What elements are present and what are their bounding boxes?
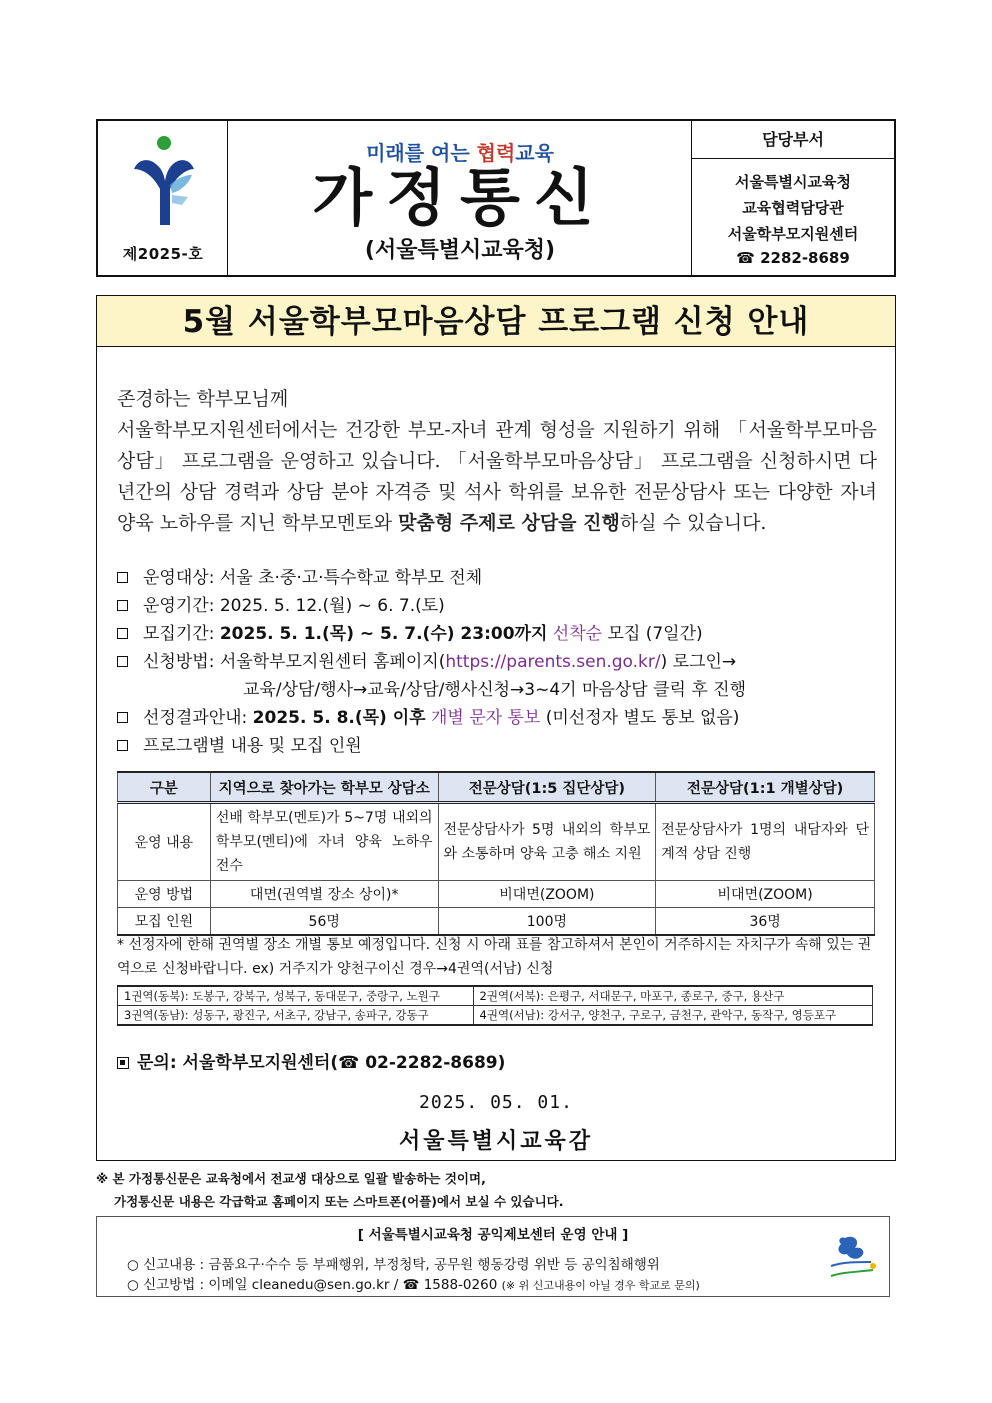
footnote: 가정통신문 내용은 각급학교 홈페이지 또는 스마트폰(어플)에서 보실 수 있습니다. <box>114 1194 564 1209</box>
table-cell: 전문상담사가 5명 내외의 학부모와 소통하며 양육 고충 해소 지원 <box>438 803 656 881</box>
table-cell: 모집 인원 <box>118 908 211 936</box>
table-row <box>118 1006 873 1026</box>
table-header: 전문상담(1:1 개별상담) <box>656 772 875 803</box>
table-row <box>118 986 873 1006</box>
checkbox-square-icon <box>117 712 128 723</box>
bullet-bold: 2025. 5. 8.(목) 이후 <box>252 708 426 728</box>
region-table <box>117 985 873 1026</box>
apply-url-link[interactable]: https://parents.sen.go.kr/ <box>445 652 661 672</box>
department-line: 서울학부모지원센터 <box>727 225 859 243</box>
footnote: ※ 본 가정통신문은 교육청에서 전교생 대상으로 일괄 발송하는 것이며, <box>96 1171 486 1186</box>
info-box-title: [ 서울특별시교육청 공익제보센터 운영 안내 ] <box>357 1227 629 1243</box>
bullet-text: 모집 (7일간) <box>602 624 703 644</box>
seoul-education-logo-icon <box>132 135 196 229</box>
table-cell: 전문상담사가 1명의 내담자와 단계적 상담 진행 <box>656 803 875 881</box>
table-cell: 100명 <box>438 908 656 936</box>
region-cell: 1권역(동북): 도봉구, 강북구, 성북구, 동대문구, 중랑구, 노원구 <box>118 986 474 1006</box>
bullet-colored: 개별 문자 통보 <box>425 708 541 728</box>
main-content-box <box>96 295 896 1161</box>
checkbox-square-icon <box>117 600 128 611</box>
region-cell: 2권역(서북): 은평구, 서대문구, 마포구, 종로구, 중구, 용산구 <box>473 986 872 1006</box>
bullet-target <box>117 564 887 592</box>
bullet-recruit <box>117 620 887 648</box>
department-header: 담당부서 <box>692 121 894 159</box>
table-header: 지역으로 찾아가는 학부모 상담소 <box>210 772 438 803</box>
greeting: 존경하는 학부모님께 <box>117 388 289 410</box>
checkbox-square-icon <box>117 656 128 667</box>
bullet-program <box>117 732 887 760</box>
bullet-text: 신청방법: 서울학부모지원센터 홈페이지( <box>143 652 446 672</box>
department-cell <box>692 121 894 275</box>
table-cell: 선배 학부모(멘토)가 5~7명 내외의 학부모(멘티)에 자녀 양육 노하우 전수 <box>210 803 438 881</box>
filled-square-icon <box>117 1057 129 1069</box>
table-cell: 비대면(ZOOM) <box>438 881 656 908</box>
inquiry-line <box>117 1048 505 1073</box>
bullet-text: ) 로그인→ <box>660 652 737 672</box>
title-cell <box>228 121 692 275</box>
inquiry-text: 문의: 서울학부모지원센터(☎ 02-2282-8689) <box>137 1053 506 1073</box>
table-row <box>118 881 875 908</box>
bullet-result <box>117 704 887 732</box>
table-header: 구분 <box>118 772 211 803</box>
table-cell: 운영 방법 <box>118 881 211 908</box>
region-cell: 3권역(동남): 성동구, 광진구, 서초구, 강남구, 송파구, 강동구 <box>118 1006 474 1026</box>
table-row <box>118 908 875 936</box>
department-line: 교육협력담당관 <box>742 199 844 217</box>
checkbox-square-icon <box>117 572 128 583</box>
intro-paragraph <box>117 415 877 539</box>
report-method-line <box>127 1273 700 1293</box>
department-phone: ☎ 2282-8689 <box>736 249 850 267</box>
checkbox-square-icon <box>117 740 128 751</box>
table-cell: 대면(권역별 장소 상이)* <box>210 881 438 908</box>
clean-education-logo-icon <box>825 1232 881 1288</box>
slogan-part2: 교육 <box>515 141 554 165</box>
newsletter-title: 가정통신 <box>312 161 608 234</box>
table-cell: 56명 <box>210 908 438 936</box>
slogan-highlight: 협력 <box>476 141 516 165</box>
slogan-part1: 미래를 여는 <box>366 141 477 165</box>
issue-date: 2025. 05. 01. <box>419 1092 573 1113</box>
newsletter-subtitle: (서울특별시교육청) <box>364 238 556 263</box>
intro-part2: 하실 수 있습니다. <box>619 512 767 534</box>
issue-number: 제2025-호 <box>122 245 204 263</box>
region-cell: 4권역(서남): 강서구, 양천구, 구로구, 금천구, 관악구, 동작구, 영등포구 <box>473 1006 872 1026</box>
bullet-bold: 2025. 5. 1.(목) ~ 5. 7.(수) 23:00까지 <box>219 624 548 644</box>
report-method-note: (※ 위 신고내용이 아닐 경우 학교로 문의) <box>501 1279 700 1292</box>
banner-title: 5월 서울학부모마음상담 프로그램 신청 안내 <box>97 296 895 347</box>
report-content-line: ○ 신고내용 : 금품요구·수수 등 부패행위, 부정청탁, 공무원 행동강령 위반 등 공익침해행위 <box>127 1257 660 1273</box>
bullet-text: 운영기간: 2025. 5. 12.(월) ~ 6. 7.(토) <box>143 596 445 616</box>
signature: 서울특별시교육감 <box>398 1129 594 1154</box>
selection-note: * 선정자에 한해 권역별 장소 개별 통보 예정입니다. 신청 시 아래 표를 참고하셔서 본인이 거주하시는 자치구가 속해 있는 권역으로 신청바랍니다. ex) 거주지가 양천구이신 경우→4권역(서남) 신청 <box>117 937 872 977</box>
table-header: 전문상담(1:5 집단상담) <box>438 772 656 803</box>
bullet-text: 선정결과안내: <box>143 708 253 728</box>
report-method-text: ○ 신고방법 : 이메일 cleanedu@sen.go.kr / ☎ 1588-0260 <box>127 1277 502 1293</box>
intro-bold: 맞춤형 주제로 상담을 진행 <box>398 512 620 534</box>
table-cell: 운영 내용 <box>118 803 211 881</box>
bullet-text: (미선정자 별도 통보 없음) <box>540 708 740 728</box>
intro-text <box>117 384 877 539</box>
logo-cell <box>98 121 228 275</box>
header-table <box>96 119 896 277</box>
checkbox-square-icon <box>117 628 128 639</box>
table-cell: 36명 <box>656 908 875 936</box>
program-table <box>117 771 875 936</box>
bullet-colored: 선착순 <box>547 624 603 644</box>
bullet-text: 운영대상: 서울 초·중·고·특수학교 학부모 전체 <box>143 568 483 588</box>
info-bullets <box>117 564 887 760</box>
table-header-row <box>118 772 875 803</box>
bullet-text: 모집기간: <box>143 624 220 644</box>
department-line: 서울특별시교육청 <box>735 173 851 191</box>
bullet-period <box>117 592 887 620</box>
table-row <box>118 803 875 881</box>
table-cell: 비대면(ZOOM) <box>656 881 875 908</box>
whistleblower-info-box <box>96 1216 890 1297</box>
bullet-apply-continued: 교육/상담/행사→교육/상담/행사신청→3~4기 마음상담 클릭 후 진행 <box>243 680 747 700</box>
intro-part1: 서울학부모지원센터에서는 건강한 부모-자녀 관계 형성을 지원하기 위해 「서울학부모마음상담」 프로그램을 운영하고 있습니다. 「서울학부모마음상담」 프로그램을 신청하시면 다년간의 상담 경력과 상담 분야 자격증 및 석사 학위를 보유한 전문상담사 또는 다양한 자녀 양육 노하우를 지닌 학부모멘토와 <box>117 419 877 534</box>
bullet-apply <box>117 648 887 676</box>
bullet-text: 프로그램별 내용 및 모집 인원 <box>143 736 362 756</box>
